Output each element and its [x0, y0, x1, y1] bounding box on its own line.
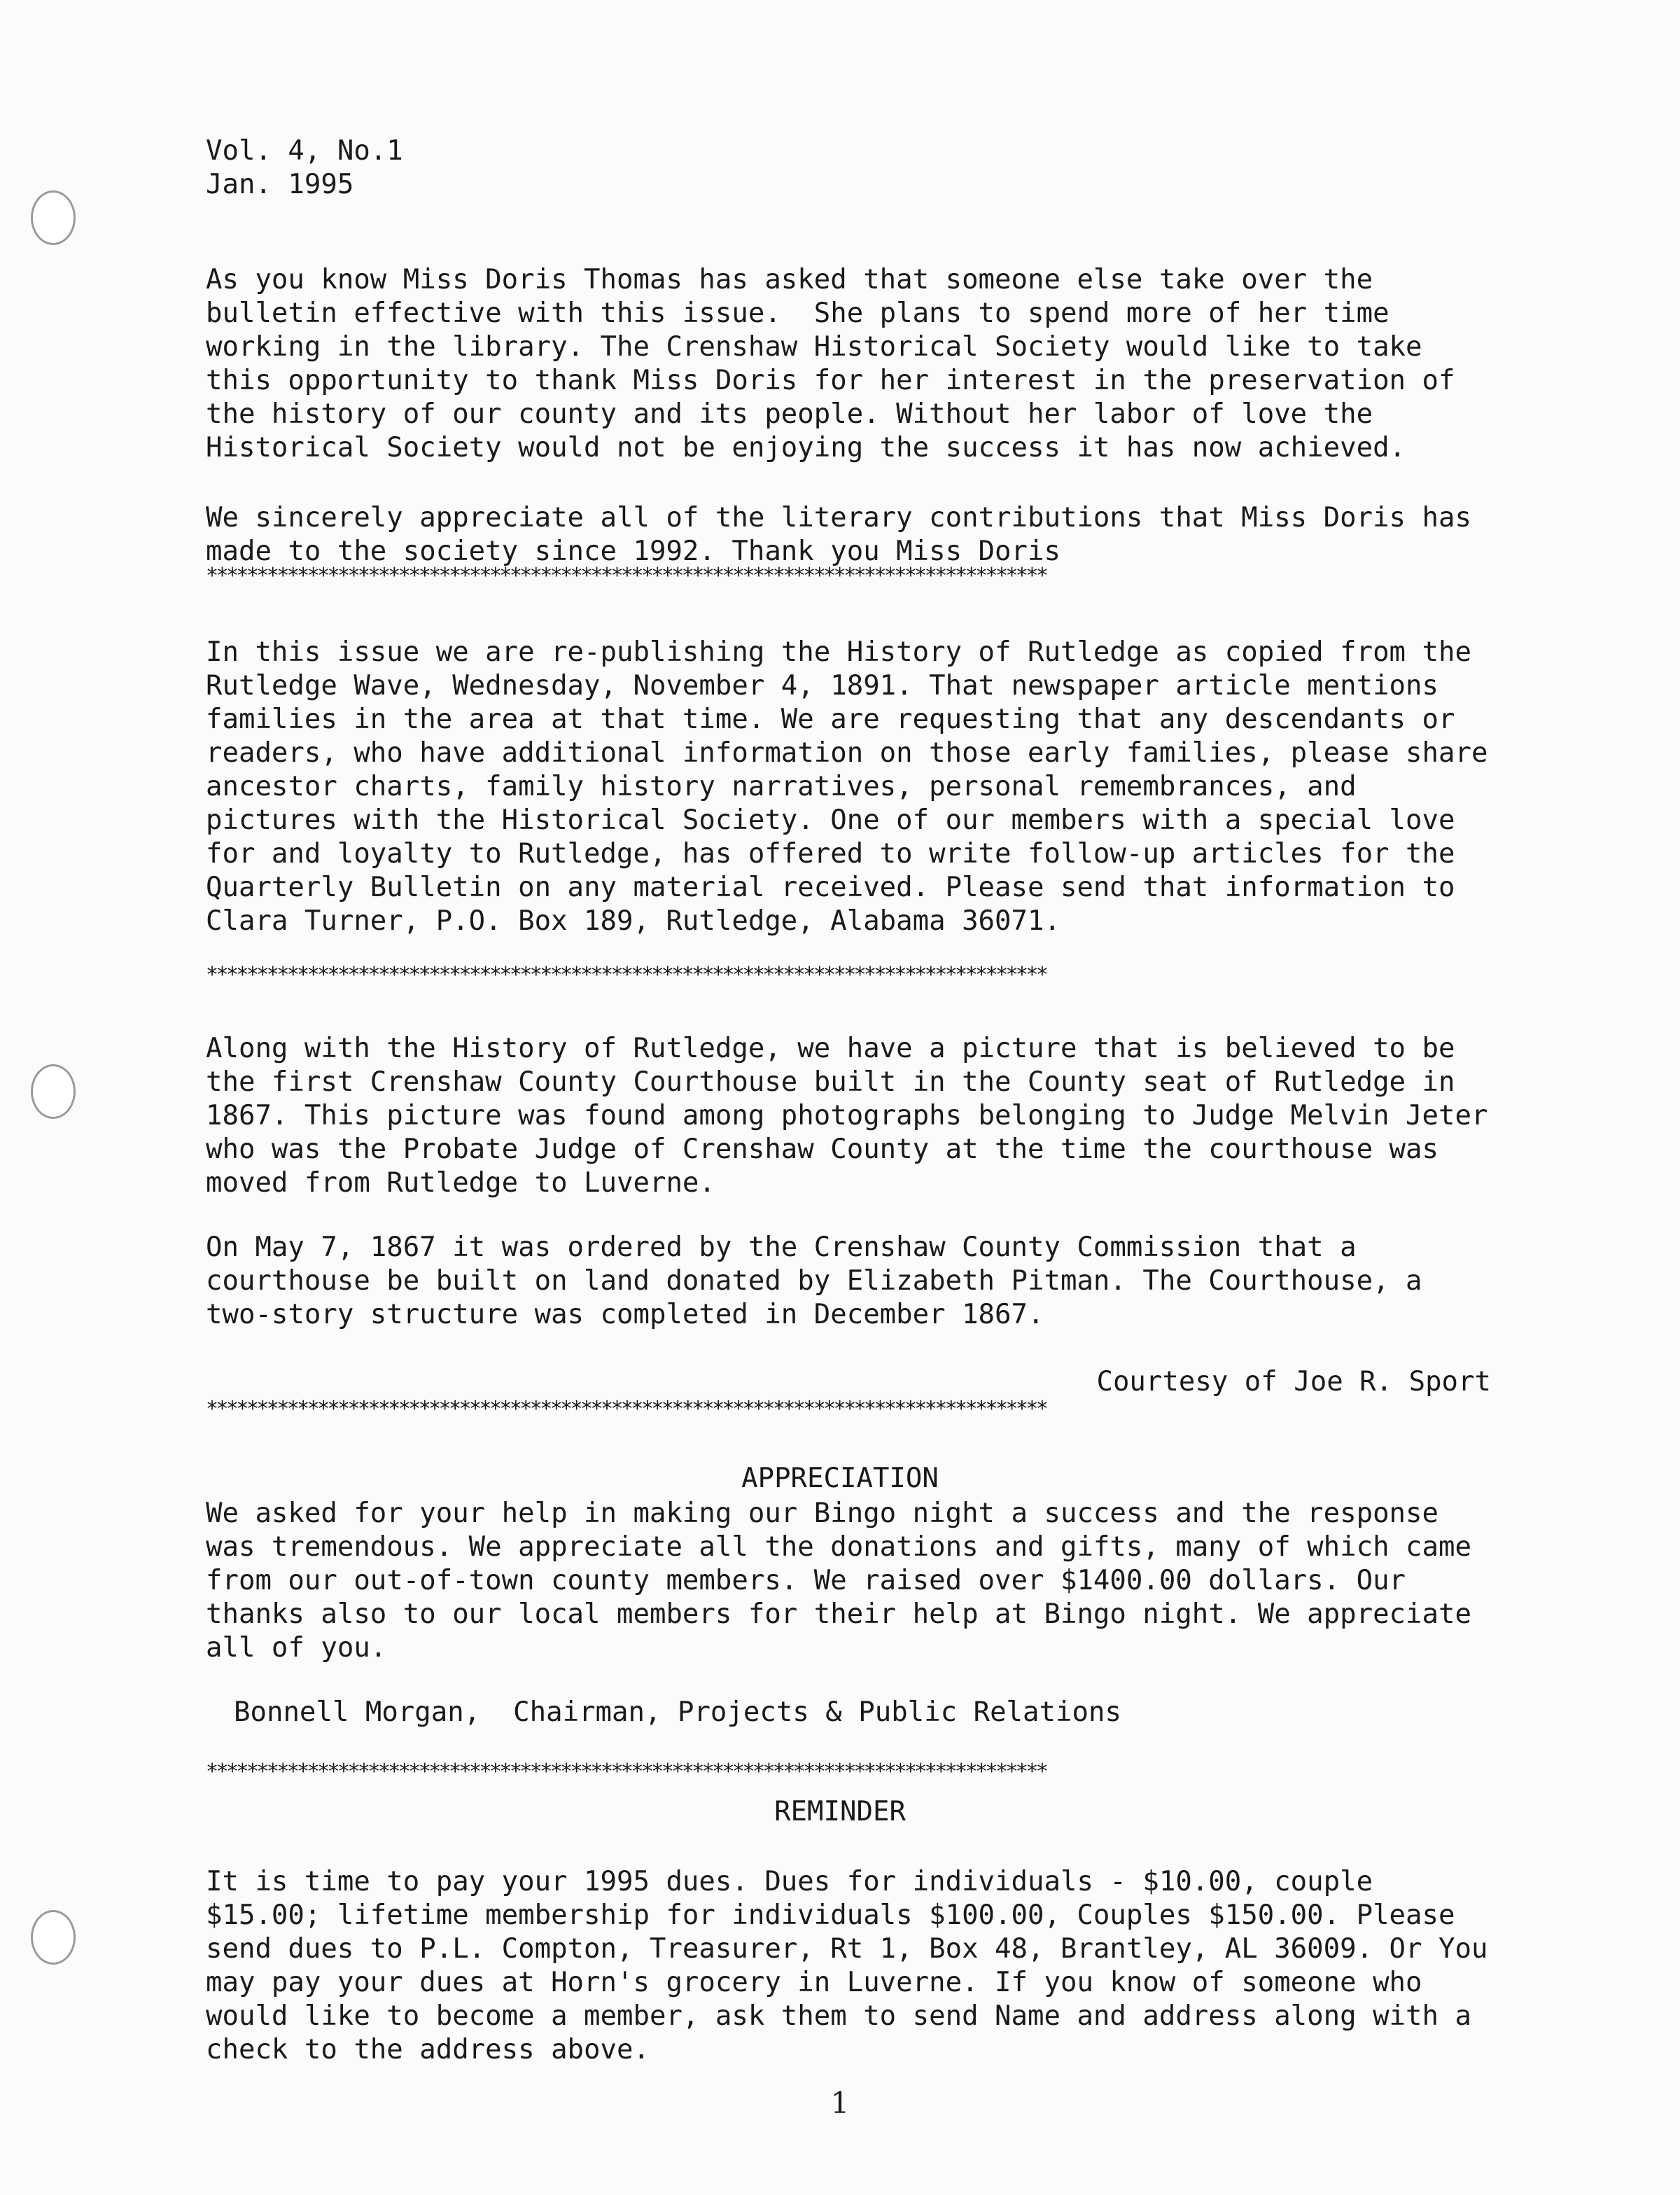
- appreciation-signature: Bonnell Morgan, Chairman, Projects & Public Relations: [234, 1696, 1121, 1728]
- separator-3: ***********************************************************************************: [206, 1399, 1046, 1420]
- appreciation-body: We asked for your help in making our Bingo night a success and the response was tremendous. We appreciate all the donations and gifts, many of which came from our out-of-town county members. We raised over $1400.00 dollars. Our thanks also to our local members for their help at Bingo night. We appreciate all of you.: [206, 1498, 1471, 1664]
- paragraph-courthouse-order: On May 7, 1867 it was ordered by the Crenshaw County Commission that a courthouse be built on land donated by Elizabeth Pitman. The Courthouse, a two-story structure was completed in December 1867.: [206, 1232, 1422, 1330]
- separator-1: ***********************************************************************************: [206, 566, 1046, 587]
- binder-hole-bottom: [31, 1910, 76, 1965]
- page-number: 1: [830, 2086, 850, 2120]
- binder-hole-top: [31, 190, 76, 245]
- binder-hole-middle: [31, 1064, 76, 1119]
- paragraph-farewell: As you know Miss Doris Thomas has asked that someone else take over the bulletin effective with this issue. She plans to spend more of her time working in the library. The Crenshaw Historical Society would like to take this opportunity to thank Miss Doris for her interest in the preservation of the history of our county and its people. Without her labor of love the Historical Society would not be enjoying the success it has now achieved.: [206, 264, 1455, 464]
- issue-date: Jan. 1995: [206, 169, 354, 200]
- reminder-body: It is time to pay your 1995 dues. Dues for individuals - $10.00, couple $15.00; lifetime membership for individuals $100.00, Couples $150.00. Please send dues to P.L. Compton, Treasurer, Rt 1, Box 48, Brantley, AL 36009. Or You may pay your dues at Horn's grocery in Luverne. If you know of someone who would like to become a member, ask them to send Name and address along with a check to the address above.: [206, 1866, 1488, 2065]
- reminder-heading: REMINDER: [774, 1796, 906, 1827]
- paragraph-courthouse-picture: Along with the History of Rutledge, we have a picture that is believed to be the first Crenshaw County Courthouse built in the County seat of Rutledge in 1867. This picture was found among photographs belonging to Judge Melvin Jeter who was the Probate Judge of Crenshaw County at the time the courthouse was moved from Rutledge to Luverne.: [206, 1033, 1488, 1199]
- paragraph-thanks: We sincerely appreciate all of the literary contributions that Miss Doris has made to the society since 1992. Thank you Miss Doris: [206, 502, 1471, 567]
- courtesy-credit: Courtesy of Joe R. Sport: [1096, 1366, 1491, 1398]
- separator-2: ***********************************************************************************: [206, 965, 1046, 986]
- appreciation-heading: APPRECIATION: [741, 1463, 939, 1494]
- paragraph-rutledge-history: In this issue we are re-publishing the History of Rutledge as copied from the Rutledge Wave, Wednesday, November 4, 1891. That newspaper article mentions families in the area at that time. We are requesting that any descendants or readers, who have additional information on those early families, please share ancestor charts, family history narratives, personal remembrances, and pictures with the Historical Society. One of our members with a special love for and loyalty to Rutledge, has offered to write follow-up articles for the Quarterly Bulletin on any material received. Please send that information to Clara Turner, P.O. Box 189, Rutledge, Alabama 36071.: [206, 636, 1488, 937]
- separator-4: ***********************************************************************************: [206, 1762, 1046, 1783]
- volume-number: Vol. 4, No.1: [206, 135, 403, 167]
